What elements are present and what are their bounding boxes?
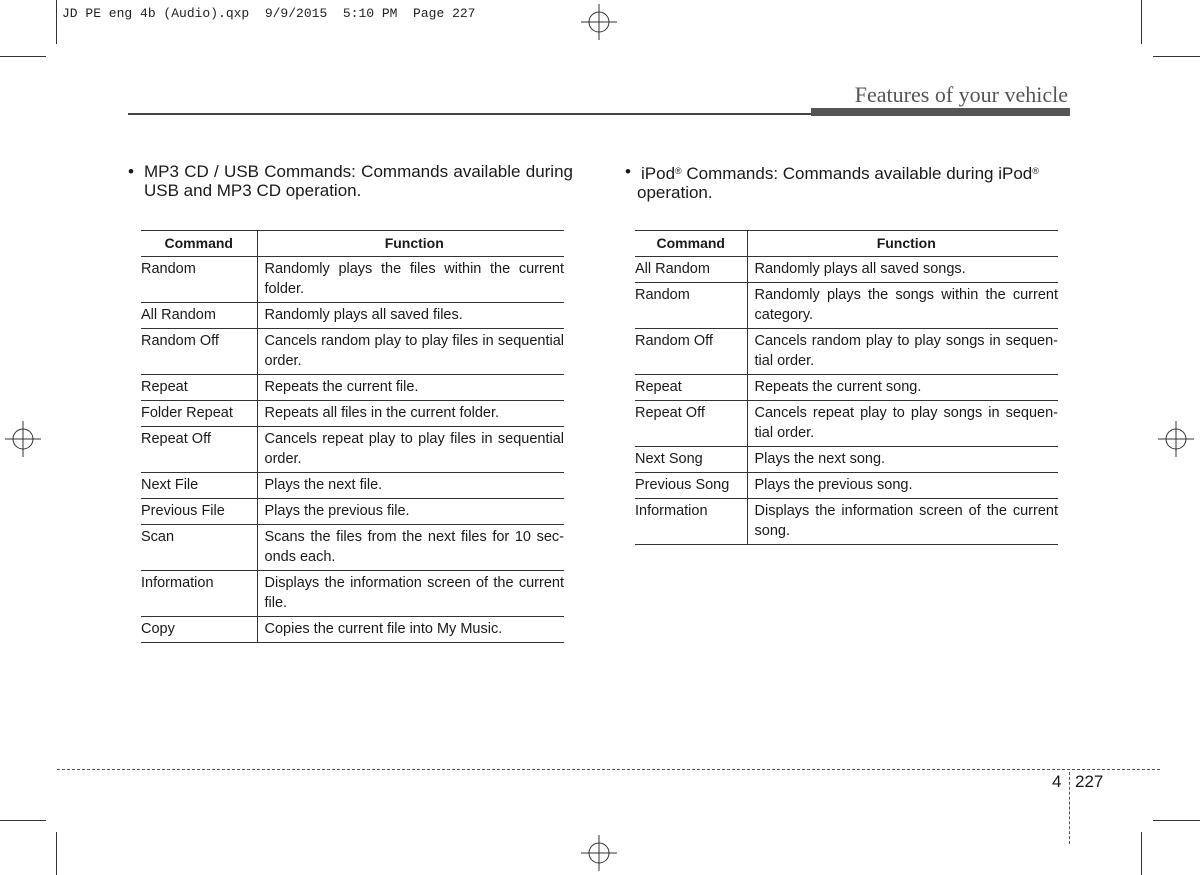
column-header-command: Command [635,231,747,257]
column-header-function: Function [257,231,564,257]
registration-mark-icon [5,421,41,457]
ipod-commands-table [635,230,1058,545]
bullet: • [625,162,631,181]
ipod-intro-text [637,162,1073,202]
table-row [141,617,564,643]
command-cell: Folder Repeat [141,401,257,427]
command-cell: Information [141,571,257,617]
command-cell: Random [141,257,257,303]
column-header-function: Function [747,231,1058,257]
bullet: • [128,162,134,181]
function-cell: Cancels repeat play to play files in sequential order. [257,427,564,473]
function-cell: Repeats the current song. [747,375,1058,401]
function-cell: Repeats all files in the current folder. [257,401,564,427]
header-rule-thick [811,108,1070,116]
section-title: Features of your vehicle [854,82,1068,107]
function-cell: Plays the next song. [747,447,1058,473]
table-header-row [141,231,564,257]
command-cell: Repeat Off [635,401,747,447]
footer-dashed-divider [1069,772,1070,844]
table-row [141,571,564,617]
command-cell: Random [635,283,747,329]
table-row [635,375,1058,401]
table-row [141,473,564,499]
crop-mark [56,0,57,44]
table-row [141,427,564,473]
table-header-row [635,231,1058,257]
command-cell: Information [635,499,747,545]
function-cell: Cancels random play to play songs in sequen-tial order. [747,329,1058,375]
table-row [635,401,1058,447]
function-cell: Randomly plays the songs within the current category. [747,283,1058,329]
command-cell: Copy [141,617,257,643]
table-row [141,401,564,427]
page-number: 227 [1075,772,1104,791]
function-cell: Copies the current file into My Music. [257,617,564,643]
command-cell: All Random [635,257,747,283]
table-row [141,499,564,525]
usb-intro-text: MP3 CD / USB Commands: Commands available during USB and MP3 CD operation. [144,162,573,200]
command-cell: Random Off [141,329,257,375]
table-row [635,257,1058,283]
command-cell: All Random [141,303,257,329]
crop-mark [0,820,46,821]
function-cell: Randomly plays all saved files. [257,303,564,329]
function-cell: Randomly plays the files within the current folder. [257,257,564,303]
registered-mark: ® [675,166,682,176]
function-cell: Plays the previous file. [257,499,564,525]
crop-mark [0,56,46,57]
registration-mark-icon [581,835,617,871]
table-row [141,329,564,375]
table-row [141,525,564,571]
command-cell: Scan [141,525,257,571]
crop-mark [1153,820,1200,821]
crop-mark [1141,832,1142,875]
table-row [635,447,1058,473]
command-cell: Repeat [635,375,747,401]
table-row [635,473,1058,499]
column-header-command: Command [141,231,257,257]
table-row [141,257,564,303]
table-row [141,303,564,329]
ipod-intro-part: iPod [641,164,676,183]
registration-mark-icon [1158,421,1194,457]
command-cell: Next File [141,473,257,499]
function-cell: Plays the next file. [257,473,564,499]
command-cell: Repeat [141,375,257,401]
header-rule [128,113,811,115]
command-cell: Repeat Off [141,427,257,473]
crop-mark [1141,0,1142,44]
print-slug: JD PE eng 4b (Audio).qxp 9/9/2015 5:10 PM Page 227 [62,6,476,21]
crop-mark [56,832,57,875]
function-cell: Randomly plays all saved songs. [747,257,1058,283]
table-row [635,329,1058,375]
command-cell: Previous Song [635,473,747,499]
command-cell: Next Song [635,447,747,473]
ipod-intro-part: Commands: Commands available during iPod [681,164,1033,183]
usb-intro [128,162,573,200]
function-cell: Scans the files from the next files for 10 sec-onds each. [257,525,564,571]
registered-mark: ® [1032,166,1039,176]
function-cell: Displays the information screen of the current file. [257,571,564,617]
command-cell: Previous File [141,499,257,525]
table-row [141,375,564,401]
function-cell: Cancels repeat play to play songs in sequen-tial order. [747,401,1058,447]
table-row [635,499,1058,545]
function-cell: Displays the information screen of the current song. [747,499,1058,545]
chapter-number: 4 [1052,772,1062,791]
crop-mark [1153,56,1200,57]
registration-mark-icon [581,4,617,40]
table-row [635,283,1058,329]
function-cell: Repeats the current file. [257,375,564,401]
usb-commands-table [141,230,564,643]
ipod-intro-part: operation. [637,183,713,202]
ipod-intro [625,162,1073,202]
function-cell: Cancels random play to play files in sequential order. [257,329,564,375]
function-cell: Plays the previous song. [747,473,1058,499]
command-cell: Random Off [635,329,747,375]
footer-dashed-rule [57,769,1160,770]
